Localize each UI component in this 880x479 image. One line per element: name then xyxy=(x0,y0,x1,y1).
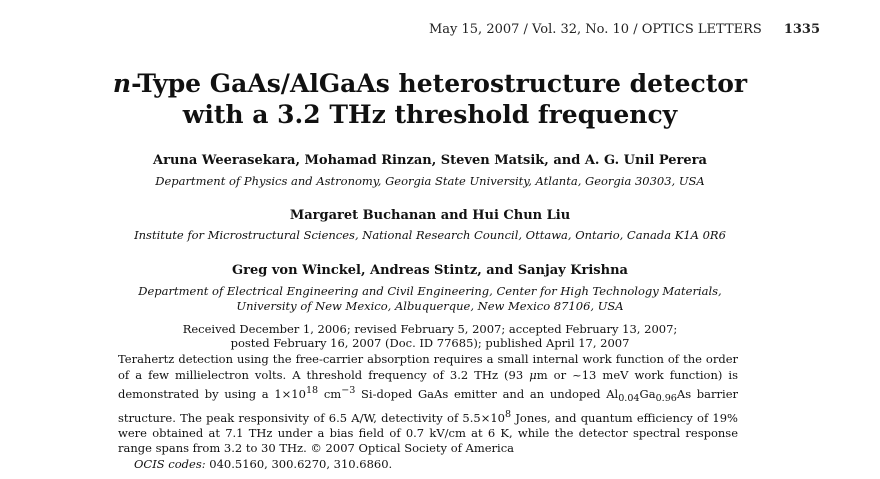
ocis-code-list: 040.5160, 300.6270, 310.6860. xyxy=(209,456,393,471)
title-line-2: with a 3.2 THz threshold frequency xyxy=(182,100,678,129)
affiliation-3-line-1: Department of Electrical Engineering and Civil Engineering, Center for High Technology Materials, xyxy=(138,284,722,298)
author-group-1: Aruna Weerasekara, Mohamad Rinzan, Steven Matsik, and A. G. Unil Perera xyxy=(153,153,707,168)
title-line-1 xyxy=(0,68,860,99)
affiliation-3 xyxy=(0,284,860,314)
ocis-codes xyxy=(118,457,738,473)
received-line-2: posted February 16, 2007 (Doc. ID 77685); published April 17, 2007 xyxy=(230,336,630,350)
paper-title xyxy=(0,68,860,130)
abstract-text: Terahertz detection using the free-carrier absorption requires a small internal work function of the order of a few millielectron volts. A threshold frequency of 3.2 THz (93 μm or ~13 meV work function) is demonstrated by using a $1\times 10^{18}$ $cm^{-3}$ Si-doped GaAs emitter and an undoped $Al_{0.04}Ga_{0.96}As$ barrier structure. The peak responsivity of 6.5 A/W, detectivity of $5.5\times 10^8$ Jones, and quantum efficiency of 19% were obtained at 7.1 THz under a bias field of 0.7 kV/cm at 6 K, while the detector spectral response range spans from 3.2 to 30 THz. © 2007 Optical Society of America xyxy=(118,352,738,456)
affiliation-2: Institute for Microstructural Sciences, National Research Council, Ottawa, Ontario, Canada K1A 0R6 xyxy=(134,228,726,242)
title-prefix: n xyxy=(112,69,132,98)
author-group-3: Greg von Winckel, Andreas Stintz, and Sanjay Krishna xyxy=(232,263,628,278)
affiliation-3-line-2: University of New Mexico, Albuquerque, New Mexico 87106, USA xyxy=(236,299,624,313)
running-header xyxy=(0,22,820,37)
received-dates xyxy=(0,322,860,350)
ocis-label: OCIS codes: xyxy=(134,456,206,471)
journal-citation: May 15, 2007 / Vol. 32, No. 10 / OPTICS LETTERS xyxy=(428,22,762,37)
author-group-2: Margaret Buchanan and Hui Chun Liu xyxy=(289,208,571,223)
received-line-1: Received December 1, 2006; revised February 5, 2007; accepted February 13, 2007; xyxy=(182,322,678,336)
page-number: 1335 xyxy=(783,22,820,37)
abstract xyxy=(118,352,738,472)
affiliation-1: Department of Physics and Astronomy, Georgia State University, Atlanta, Georgia 30303, USA xyxy=(155,174,705,188)
title-line-1-text: -Type GaAs/AlGaAs heterostructure detector xyxy=(131,69,748,98)
